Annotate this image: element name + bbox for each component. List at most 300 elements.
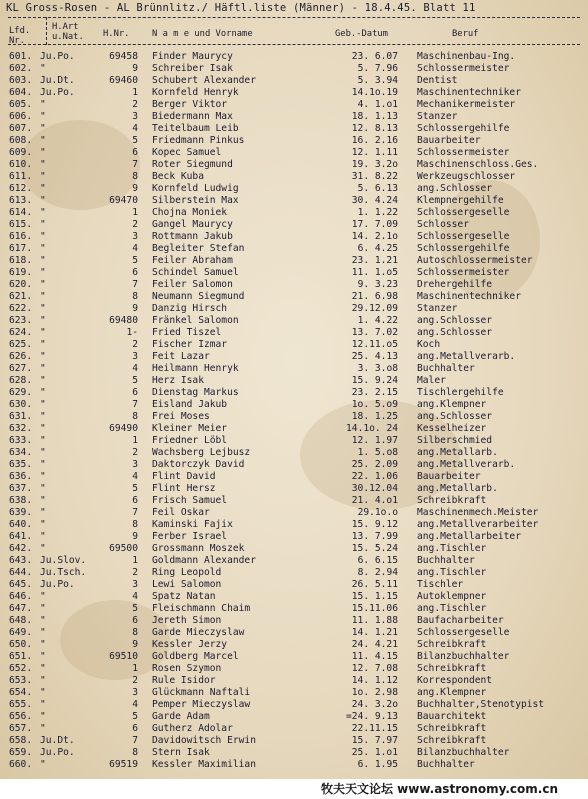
row-beruf: Maschinentechniker bbox=[417, 291, 521, 302]
row-beruf: ang.Klempner bbox=[417, 399, 487, 410]
row-name: Spatz Natan bbox=[152, 591, 216, 602]
row-name: Gutherz Adolar bbox=[152, 723, 233, 734]
row-h-art: " bbox=[40, 471, 46, 482]
row-lfd-nr: 615. bbox=[9, 219, 33, 230]
row-geb-datum: 3. 3.o8 bbox=[357, 363, 398, 374]
row-geb-datum: 11. 1.88 bbox=[351, 615, 398, 626]
row-name: Ring Leopold bbox=[152, 567, 222, 578]
header-h-nr: H.Nr. bbox=[103, 29, 130, 39]
row-h-nr: 6 bbox=[132, 495, 138, 506]
table-row bbox=[0, 87, 588, 99]
row-lfd-nr: 649. bbox=[9, 627, 33, 638]
row-h-art: " bbox=[40, 291, 46, 302]
header-top-rule bbox=[8, 17, 580, 18]
table-row bbox=[0, 579, 588, 591]
row-beruf: Schlossermeister bbox=[417, 63, 510, 74]
row-lfd-nr: 640. bbox=[9, 519, 33, 530]
row-beruf: Klempnergehilfe bbox=[417, 195, 504, 206]
row-name: Dienstag Markus bbox=[152, 387, 239, 398]
row-name: Kessler Jerzy bbox=[152, 639, 228, 650]
row-h-nr: 3 bbox=[132, 687, 138, 698]
row-beruf: Korrespondent bbox=[417, 675, 493, 686]
row-geb-datum: =24. 9.13 bbox=[346, 711, 398, 722]
row-h-art: " bbox=[40, 447, 46, 458]
row-h-art: " bbox=[40, 255, 46, 266]
row-name: Goldmann Alexander bbox=[152, 555, 256, 566]
row-geb-datum: 29.1o.o bbox=[357, 507, 398, 518]
row-geb-datum: 22.11.15 bbox=[351, 723, 398, 734]
row-geb-datum: 21. 4.o1 bbox=[351, 495, 398, 506]
row-h-art: " bbox=[40, 411, 46, 422]
row-name: Eisland Jakub bbox=[152, 399, 228, 410]
row-name: Fischer Izmar bbox=[152, 339, 228, 350]
row-beruf: ang.Klempner bbox=[417, 687, 487, 698]
row-lfd-nr: 646. bbox=[9, 591, 33, 602]
row-lfd-nr: 642. bbox=[9, 543, 33, 554]
row-name: Grossmann Moszek bbox=[152, 543, 245, 554]
row-h-art: " bbox=[40, 351, 46, 362]
row-beruf: ang.Metallarb. bbox=[417, 483, 498, 494]
row-h-nr: 9 bbox=[132, 303, 138, 314]
row-beruf: Bauarbeiter bbox=[417, 135, 481, 146]
row-geb-datum: 22. 1.06 bbox=[351, 471, 398, 482]
row-lfd-nr: 641. bbox=[9, 531, 33, 542]
row-h-nr: 7 bbox=[132, 735, 138, 746]
row-h-art: " bbox=[40, 147, 46, 158]
row-h-nr: 5 bbox=[132, 375, 138, 386]
row-geb-datum: 15. 9.12 bbox=[351, 519, 398, 530]
row-geb-datum: 23. 2.15 bbox=[351, 387, 398, 398]
row-h-art: " bbox=[40, 111, 46, 122]
row-name: Berger Viktor bbox=[152, 99, 228, 110]
row-h-art: " bbox=[40, 99, 46, 110]
row-geb-datum: 12.11.o5 bbox=[351, 339, 398, 350]
row-beruf: ang.Tischler bbox=[417, 543, 487, 554]
row-h-art: " bbox=[40, 699, 46, 710]
row-name: Gangel Maurycy bbox=[152, 219, 233, 230]
row-geb-datum: 5. 6.13 bbox=[357, 183, 398, 194]
row-geb-datum: 14.1o. 24 bbox=[346, 423, 398, 434]
row-h-nr: 7 bbox=[132, 507, 138, 518]
row-beruf: ang.Schlosser bbox=[417, 315, 493, 326]
row-h-nr: 1 bbox=[132, 87, 138, 98]
row-geb-datum: 13. 7.02 bbox=[351, 327, 398, 338]
row-h-art: " bbox=[40, 195, 46, 206]
row-h-nr: 69490 bbox=[109, 423, 138, 434]
row-h-art: Ju.Tsch. bbox=[40, 567, 87, 578]
row-name: Feiler Salomon bbox=[152, 279, 233, 290]
table-row bbox=[0, 483, 588, 495]
row-h-nr: 5 bbox=[132, 255, 138, 266]
row-geb-datum: 29.12.09 bbox=[351, 303, 398, 314]
header-bottom-rule bbox=[8, 44, 580, 45]
table-row bbox=[0, 591, 588, 603]
table-row bbox=[0, 759, 588, 771]
row-h-nr: 3 bbox=[132, 459, 138, 470]
row-h-nr: 69519 bbox=[109, 759, 138, 770]
row-h-art: " bbox=[40, 375, 46, 386]
row-h-art: " bbox=[40, 219, 46, 230]
row-name: Silberstein Max bbox=[152, 195, 239, 206]
row-beruf: Stanzer bbox=[417, 303, 458, 314]
row-h-art: " bbox=[40, 723, 46, 734]
table-row bbox=[0, 219, 588, 231]
row-lfd-nr: 652. bbox=[9, 663, 33, 674]
table-row bbox=[0, 615, 588, 627]
row-geb-datum: 14.1o.19 bbox=[351, 87, 398, 98]
row-name: Garde Mieczyslaw bbox=[152, 627, 245, 638]
row-lfd-nr: 612. bbox=[9, 183, 33, 194]
row-beruf: Werkzeugschlosser bbox=[417, 171, 516, 182]
row-name: Flint Hersz bbox=[152, 483, 216, 494]
row-h-nr: 2 bbox=[132, 567, 138, 578]
row-h-nr: 1 bbox=[132, 435, 138, 446]
row-geb-datum: 23. 6.07 bbox=[351, 51, 398, 62]
row-geb-datum: 15. 1.15 bbox=[351, 591, 398, 602]
row-h-nr: 8 bbox=[132, 519, 138, 530]
table-row bbox=[0, 159, 588, 171]
row-h-nr: 2 bbox=[132, 219, 138, 230]
row-name: Chojna Moniek bbox=[152, 207, 228, 218]
row-beruf: ang.Tischler bbox=[417, 567, 487, 578]
row-name: Feil Oskar bbox=[152, 507, 210, 518]
table-row bbox=[0, 351, 588, 363]
row-beruf: Schlossergehilfe bbox=[417, 123, 510, 134]
row-h-art: Ju.Slov. bbox=[40, 555, 87, 566]
table-row bbox=[0, 411, 588, 423]
row-h-nr: 9 bbox=[132, 183, 138, 194]
row-geb-datum: 13. 7.99 bbox=[351, 531, 398, 542]
row-h-nr: 7 bbox=[132, 159, 138, 170]
row-h-nr: 8 bbox=[132, 411, 138, 422]
row-lfd-nr: 639. bbox=[9, 507, 33, 518]
row-name: Kleiner Meier bbox=[152, 423, 228, 434]
row-h-nr: 6 bbox=[132, 723, 138, 734]
table-row bbox=[0, 327, 588, 339]
row-beruf: Bilanzbuchhalter bbox=[417, 747, 510, 758]
row-name: Heilmann Henryk bbox=[152, 363, 239, 374]
table-row bbox=[0, 675, 588, 687]
row-beruf: ang.Metallverarbeiter bbox=[417, 519, 539, 530]
table-row bbox=[0, 315, 588, 327]
row-h-nr: 9 bbox=[132, 63, 138, 74]
row-h-nr: 69500 bbox=[109, 543, 138, 554]
row-lfd-nr: 625. bbox=[9, 339, 33, 350]
row-geb-datum: 1. 1.22 bbox=[357, 207, 398, 218]
row-lfd-nr: 628. bbox=[9, 375, 33, 386]
table-row bbox=[0, 303, 588, 315]
row-geb-datum: 17. 7.09 bbox=[351, 219, 398, 230]
table-row bbox=[0, 711, 588, 723]
table-row bbox=[0, 519, 588, 531]
row-h-nr: 69470 bbox=[109, 195, 138, 206]
table-row bbox=[0, 111, 588, 123]
row-beruf: Schlossergeselle bbox=[417, 627, 510, 638]
table-row bbox=[0, 195, 588, 207]
row-geb-datum: 9. 3.23 bbox=[357, 279, 398, 290]
row-lfd-nr: 624. bbox=[9, 327, 33, 338]
row-h-nr: 2 bbox=[132, 99, 138, 110]
row-h-nr: 1 bbox=[132, 663, 138, 674]
header-geb-datum: Geb.-Datum bbox=[335, 29, 388, 39]
row-beruf: Maschinentechniker bbox=[417, 87, 521, 98]
row-geb-datum: 30. 4.24 bbox=[351, 195, 398, 206]
row-geb-datum: 14. 2.1o bbox=[351, 231, 398, 242]
row-h-nr: 3 bbox=[132, 579, 138, 590]
row-beruf: Buchhalter bbox=[417, 759, 475, 770]
row-beruf: Maschinenschloss.Ges. bbox=[417, 159, 539, 170]
table-row bbox=[0, 435, 588, 447]
row-geb-datum: 6. 6.15 bbox=[357, 555, 398, 566]
row-beruf: Schlossergeselle bbox=[417, 207, 510, 218]
row-h-nr: 3 bbox=[132, 231, 138, 242]
row-geb-datum: 12. 1.97 bbox=[351, 435, 398, 446]
table-row bbox=[0, 339, 588, 351]
row-h-nr: 69460 bbox=[109, 75, 138, 86]
row-beruf: Bauarchitekt bbox=[417, 711, 487, 722]
row-h-nr: 4 bbox=[132, 363, 138, 374]
row-beruf: ang.Metallarb. bbox=[417, 447, 498, 458]
table-row bbox=[0, 423, 588, 435]
row-h-art: " bbox=[40, 759, 46, 770]
table-row bbox=[0, 123, 588, 135]
row-beruf: Buchhalter bbox=[417, 363, 475, 374]
row-h-art: " bbox=[40, 207, 46, 218]
table-row bbox=[0, 639, 588, 651]
row-h-nr: 5 bbox=[132, 483, 138, 494]
row-h-nr: 9 bbox=[132, 531, 138, 542]
watermark-text: 牧夫天文论坛 www.astronomy.com.cn bbox=[320, 782, 558, 796]
row-h-art: " bbox=[40, 135, 46, 146]
table-row bbox=[0, 279, 588, 291]
row-h-nr: 2 bbox=[132, 447, 138, 458]
table-row bbox=[0, 387, 588, 399]
row-h-art: " bbox=[40, 267, 46, 278]
row-geb-datum: 24. 4.21 bbox=[351, 639, 398, 650]
row-h-art: Ju.Dt. bbox=[40, 735, 75, 746]
row-lfd-nr: 620. bbox=[9, 279, 33, 290]
row-name: Finder Maurycy bbox=[152, 51, 233, 62]
row-geb-datum: 12. 8.13 bbox=[351, 123, 398, 134]
row-lfd-nr: 614. bbox=[9, 207, 33, 218]
row-h-nr: 2 bbox=[132, 675, 138, 686]
row-h-art: " bbox=[40, 123, 46, 134]
row-beruf: Bilanzbuchhalter bbox=[417, 651, 510, 662]
row-name: Rosen Szymon bbox=[152, 663, 222, 674]
row-geb-datum: 12. 7.08 bbox=[351, 663, 398, 674]
row-h-art: " bbox=[40, 675, 46, 686]
row-beruf: Silberschmied bbox=[417, 435, 493, 446]
row-beruf: ang.Metallarbeiter bbox=[417, 531, 521, 542]
row-lfd-nr: 619. bbox=[9, 267, 33, 278]
row-lfd-nr: 613. bbox=[9, 195, 33, 206]
header-lfd-nr: Lfd. Nr. bbox=[9, 26, 31, 46]
row-geb-datum: 6. 1.95 bbox=[357, 759, 398, 770]
row-lfd-nr: 623. bbox=[9, 315, 33, 326]
table-row bbox=[0, 135, 588, 147]
row-lfd-nr: 609. bbox=[9, 147, 33, 158]
row-lfd-nr: 611. bbox=[9, 171, 33, 182]
row-h-art: " bbox=[40, 159, 46, 170]
row-name: Fried Tiszel bbox=[152, 327, 222, 338]
row-beruf: Buchhalter,Stenotypist bbox=[417, 699, 545, 710]
row-h-nr: 8 bbox=[132, 291, 138, 302]
row-beruf: Dentist bbox=[417, 75, 458, 86]
row-name: Kornfeld Ludwig bbox=[152, 183, 239, 194]
table-row bbox=[0, 243, 588, 255]
row-lfd-nr: 629. bbox=[9, 387, 33, 398]
table-row bbox=[0, 495, 588, 507]
row-name: Neumann Siegmund bbox=[152, 291, 245, 302]
row-lfd-nr: 656. bbox=[9, 711, 33, 722]
row-name: Frei Moses bbox=[152, 411, 210, 422]
row-lfd-nr: 630. bbox=[9, 399, 33, 410]
row-h-nr: 6 bbox=[132, 615, 138, 626]
row-geb-datum: 23. 1.21 bbox=[351, 255, 398, 266]
row-lfd-nr: 643. bbox=[9, 555, 33, 566]
row-h-nr: 69480 bbox=[109, 315, 138, 326]
table-row bbox=[0, 543, 588, 555]
row-beruf: Schreibkraft bbox=[417, 735, 487, 746]
row-geb-datum: 18. 1.13 bbox=[351, 111, 398, 122]
row-geb-datum: 25. 4.13 bbox=[351, 351, 398, 362]
row-geb-datum: 1. 4.22 bbox=[357, 315, 398, 326]
row-lfd-nr: 621. bbox=[9, 291, 33, 302]
row-name: Daktorczyk David bbox=[152, 459, 245, 470]
row-geb-datum: 16. 2.16 bbox=[351, 135, 398, 146]
row-geb-datum: 14. 1.12 bbox=[351, 675, 398, 686]
row-name: Herz Isak bbox=[152, 375, 204, 386]
row-beruf: Autoklempner bbox=[417, 591, 487, 602]
row-h-nr: 1 bbox=[132, 555, 138, 566]
header-h-art: H.Art u.Nat. bbox=[52, 22, 84, 42]
prisoner-list bbox=[0, 51, 588, 771]
row-lfd-nr: 603. bbox=[9, 75, 33, 86]
row-h-nr: 6 bbox=[132, 147, 138, 158]
row-h-nr: 1- bbox=[126, 327, 138, 338]
table-row bbox=[0, 63, 588, 75]
row-geb-datum: 26. 5.11 bbox=[351, 579, 398, 590]
table-row bbox=[0, 75, 588, 87]
row-geb-datum: 30.12.04 bbox=[351, 483, 398, 494]
table-row bbox=[0, 747, 588, 759]
table-row bbox=[0, 291, 588, 303]
header-name: N a m e und Vorname bbox=[152, 29, 253, 39]
row-name: Danzig Hirsch bbox=[152, 303, 228, 314]
row-name: Jereth Simon bbox=[152, 615, 222, 626]
row-lfd-nr: 650. bbox=[9, 639, 33, 650]
row-h-nr: 8 bbox=[132, 747, 138, 758]
row-geb-datum: 15.11.06 bbox=[351, 603, 398, 614]
table-row bbox=[0, 231, 588, 243]
row-geb-datum: 18. 1.25 bbox=[351, 411, 398, 422]
row-h-art: " bbox=[40, 639, 46, 650]
row-h-art: " bbox=[40, 459, 46, 470]
row-beruf: Mechanikermeister bbox=[417, 99, 516, 110]
table-row bbox=[0, 183, 588, 195]
row-lfd-nr: 651. bbox=[9, 651, 33, 662]
row-geb-datum: 5. 3.94 bbox=[357, 75, 398, 86]
row-h-nr: 5 bbox=[132, 711, 138, 722]
table-row bbox=[0, 51, 588, 63]
row-geb-datum: 25. 2.09 bbox=[351, 459, 398, 470]
row-lfd-nr: 634. bbox=[9, 447, 33, 458]
row-lfd-nr: 627. bbox=[9, 363, 33, 374]
row-geb-datum: 11. 1.o5 bbox=[351, 267, 398, 278]
row-beruf: Schlossergeselle bbox=[417, 231, 510, 242]
row-h-art: " bbox=[40, 495, 46, 506]
table-row bbox=[0, 687, 588, 699]
row-beruf: ang.Schlosser bbox=[417, 183, 493, 194]
table-row bbox=[0, 399, 588, 411]
row-h-art: " bbox=[40, 363, 46, 374]
table-row bbox=[0, 255, 588, 267]
row-beruf: Maler bbox=[417, 375, 446, 386]
row-name: Rottmann Jakub bbox=[152, 231, 233, 242]
row-h-nr: 7 bbox=[132, 399, 138, 410]
row-geb-datum: 14. 1.21 bbox=[351, 627, 398, 638]
row-geb-datum: 8. 2.94 bbox=[357, 567, 398, 578]
row-geb-datum: 12. 1.11 bbox=[351, 147, 398, 158]
row-h-art: " bbox=[40, 63, 46, 74]
row-beruf: Baufacharbeiter bbox=[417, 615, 504, 626]
row-h-nr: 8 bbox=[132, 627, 138, 638]
table-row bbox=[0, 567, 588, 579]
row-h-art: " bbox=[40, 387, 46, 398]
table-row bbox=[0, 651, 588, 663]
row-beruf: Drehergehilfe bbox=[417, 279, 493, 290]
row-h-nr: 8 bbox=[132, 171, 138, 182]
row-beruf: ang.Schlosser bbox=[417, 327, 493, 338]
row-h-nr: 4 bbox=[132, 591, 138, 602]
row-h-nr: 2 bbox=[132, 339, 138, 350]
row-geb-datum: 1. 5.o8 bbox=[357, 447, 398, 458]
row-lfd-nr: 638. bbox=[9, 495, 33, 506]
row-h-art: " bbox=[40, 651, 46, 662]
row-lfd-nr: 636. bbox=[9, 471, 33, 482]
row-lfd-nr: 645. bbox=[9, 579, 33, 590]
row-geb-datum: 4. 1.o1 bbox=[357, 99, 398, 110]
row-h-nr: 3 bbox=[132, 111, 138, 122]
row-name: Schindel Samuel bbox=[152, 267, 239, 278]
row-lfd-nr: 660. bbox=[9, 759, 33, 770]
row-lfd-nr: 617. bbox=[9, 243, 33, 254]
row-lfd-nr: 608. bbox=[9, 135, 33, 146]
row-lfd-nr: 648. bbox=[9, 615, 33, 626]
row-name: Feit Lazar bbox=[152, 351, 210, 362]
row-beruf: Schreibkraft bbox=[417, 663, 487, 674]
row-h-art: " bbox=[40, 591, 46, 602]
row-geb-datum: 15. 7.97 bbox=[351, 735, 398, 746]
table-row bbox=[0, 555, 588, 567]
row-h-art: " bbox=[40, 171, 46, 182]
table-row bbox=[0, 375, 588, 387]
row-h-art: " bbox=[40, 483, 46, 494]
row-beruf: Stanzer bbox=[417, 111, 458, 122]
row-name: Begleiter Stefan bbox=[152, 243, 245, 254]
row-geb-datum: 19. 3.2o bbox=[351, 159, 398, 170]
table-row bbox=[0, 735, 588, 747]
row-beruf: Schreibkraft bbox=[417, 639, 487, 650]
row-h-art: " bbox=[40, 711, 46, 722]
row-name: Kessler Maximilian bbox=[152, 759, 256, 770]
row-h-nr: 4 bbox=[132, 243, 138, 254]
row-lfd-nr: 631. bbox=[9, 411, 33, 422]
document-title: KL Gross-Rosen - AL Brünnlitz./ Häftl.liste (Männer) - 18.4.45. Blatt 11 bbox=[6, 2, 476, 14]
row-geb-datum: 24. 3.2o bbox=[351, 699, 398, 710]
row-h-art: " bbox=[40, 687, 46, 698]
row-lfd-nr: 622. bbox=[9, 303, 33, 314]
